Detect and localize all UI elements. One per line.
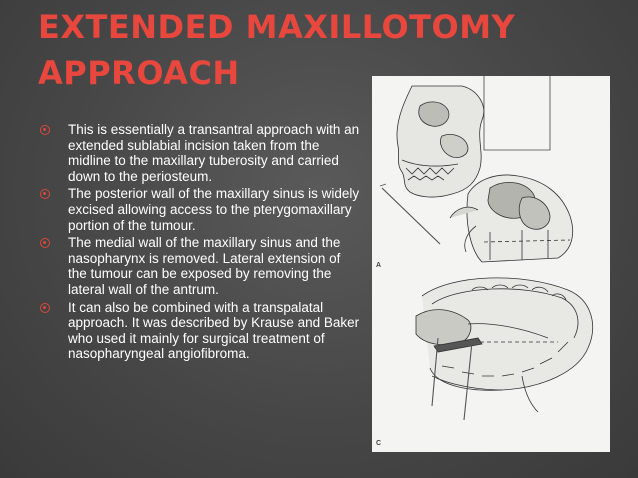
bullet-item: [40, 235, 360, 297]
bullet-circle-icon: [40, 189, 50, 199]
bullet-circle-icon: [40, 238, 50, 248]
bullet-item: [40, 122, 360, 184]
bullet-item: [40, 300, 360, 362]
title-line-1: EXTENDED MAXILLOTOMY: [38, 8, 516, 46]
palate-view: [416, 278, 593, 420]
bullet-text: It can also be combined with a transpalatal approach. It was described by Krause and Baker who used it mainly for surgical treatment of nasopharyngeal angiofibroma.: [68, 299, 360, 362]
bullet-circle-icon: [40, 303, 50, 313]
title-line-2: APPROACH: [38, 54, 240, 92]
anatomy-drawing: [372, 76, 610, 452]
figure-label-a: A: [376, 262, 382, 269]
bullet-circle-icon: [40, 125, 50, 135]
bullet-text: This is essentially a transantral approach with an extended sublabial incision taken from the midline to the maxillary tuberosity and carried down to the periosteum.: [68, 122, 360, 184]
bullet-text: The posterior wall of the maxillary sinus is widely excised allowing access to the pterygomaxillary portion of the tumour.: [68, 186, 360, 233]
bullet-text: The medial wall of the maxillary sinus and the nasopharynx is removed. Lateral extension of the tumour can be exposed by removing the lateral wall of the antrum.: [68, 235, 341, 297]
bullet-list: [40, 122, 360, 364]
figure-label-c: C: [376, 440, 382, 447]
surgical-illustration: [372, 76, 610, 452]
maxilla-open-view: [450, 175, 573, 262]
bullet-item: [40, 186, 360, 233]
